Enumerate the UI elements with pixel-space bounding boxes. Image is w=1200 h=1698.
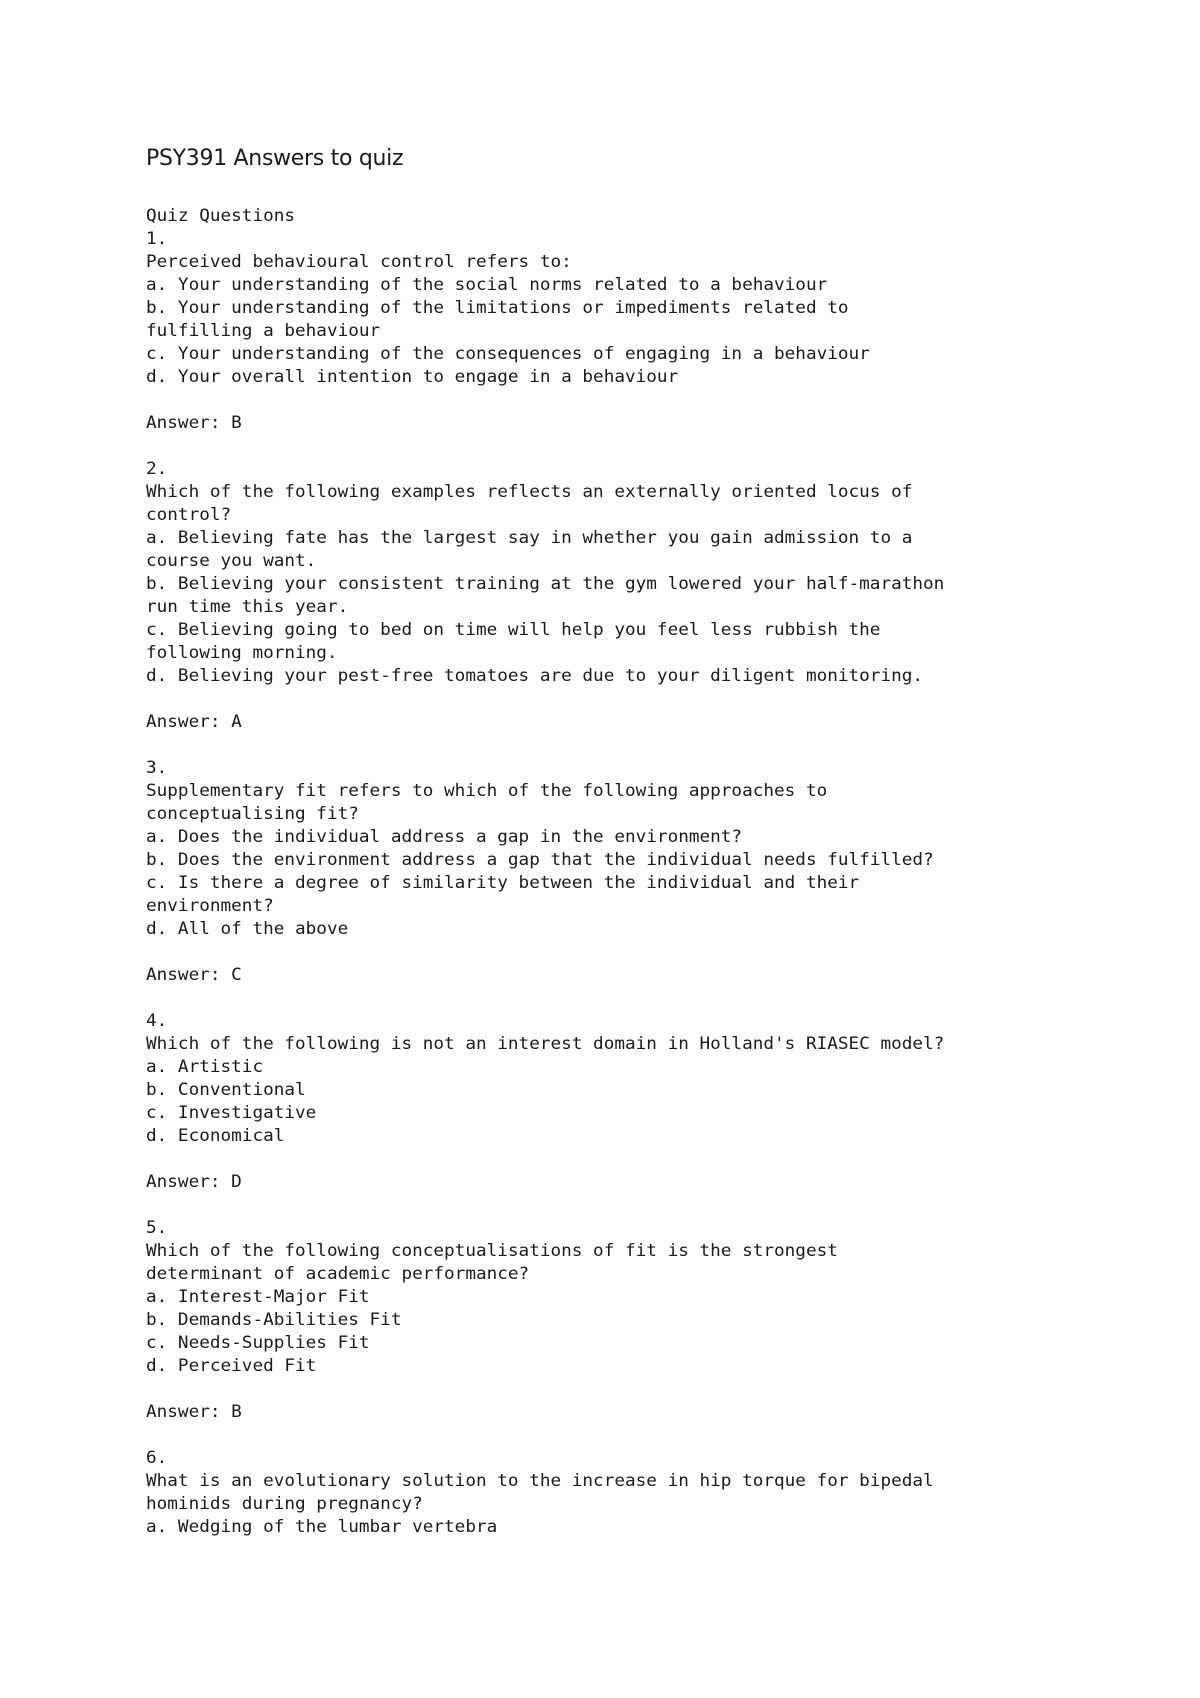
- answer-option-line: environment?: [146, 896, 274, 916]
- answer-option-line: d. Believing your pest-free tomatoes are due to your diligent monitoring.: [146, 666, 924, 686]
- answer-key: Answer: B: [146, 1402, 242, 1422]
- quiz-heading: Quiz Questions: [146, 206, 296, 226]
- answer-option: [146, 1056, 1124, 1079]
- answer-option-line: b. Conventional: [146, 1080, 306, 1100]
- answer-option-line: c. Investigative: [146, 1103, 317, 1123]
- answer-option-line: c. Needs-Supplies Fit: [146, 1333, 370, 1353]
- question-list: [146, 228, 1124, 1539]
- answer-option-line: d. Perceived Fit: [146, 1356, 317, 1376]
- answer-option-line: a. Believing fate has the largest say in whether you gain admission to a: [146, 528, 913, 548]
- question-number: 4.: [146, 1011, 168, 1031]
- question-stem: hominids during pregnancy?: [146, 1494, 423, 1514]
- answer-option: [146, 1355, 1124, 1378]
- blank-line: [146, 389, 1124, 412]
- answer-option-line: b. Your understanding of the limitations or impediments related to: [146, 298, 849, 318]
- answer-option-line: b. Believing your consistent training at the gym lowered your half-marathon: [146, 574, 945, 594]
- answer-key: Answer: D: [146, 1172, 242, 1192]
- blank-line: [146, 1378, 1124, 1401]
- answer-option: [146, 1516, 1124, 1539]
- question-stem: Which of the following conceptualisations of fit is the strongest: [146, 1241, 838, 1261]
- answer-key: Answer: C: [146, 965, 242, 985]
- answer-option: [146, 1079, 1124, 1102]
- question-block: [146, 458, 1124, 757]
- answer-option: [146, 849, 1124, 872]
- answer-option: [146, 1332, 1124, 1355]
- answer-option: [146, 665, 1124, 688]
- answer-option-line: c. Believing going to bed on time will help you feel less rubbish the: [146, 620, 881, 640]
- question-block: [146, 228, 1124, 458]
- answer-option: [146, 619, 1124, 665]
- blank-line: [146, 1148, 1124, 1171]
- answer-option: [146, 872, 1124, 918]
- blank-line: [146, 941, 1124, 964]
- document-title: PSY391 Answers to quiz: [146, 146, 404, 171]
- answer-option-line: course you want.: [146, 551, 317, 571]
- answer-option-line: a. Artistic: [146, 1057, 264, 1077]
- question-block: [146, 1447, 1124, 1539]
- question-number: 2.: [146, 459, 168, 479]
- question-number: 3.: [146, 758, 168, 778]
- answer-option: [146, 343, 1124, 366]
- question-number: 6.: [146, 1448, 168, 1468]
- answer-option-line: a. Wedging of the lumbar vertebra: [146, 1517, 498, 1537]
- answer-option-line: d. Economical: [146, 1126, 285, 1146]
- answer-option-line: a. Your understanding of the social norms related to a behaviour: [146, 275, 828, 295]
- blank-line: [146, 987, 1124, 1010]
- blank-line: [146, 734, 1124, 757]
- answer-option-line: d. All of the above: [146, 919, 349, 939]
- question-stem: control?: [146, 505, 232, 525]
- answer-option-line: a. Does the individual address a gap in the environment?: [146, 827, 743, 847]
- question-block: [146, 1217, 1124, 1447]
- answer-option: [146, 274, 1124, 297]
- answer-option-line: c. Your understanding of the consequences of engaging in a behaviour: [146, 344, 870, 364]
- answer-key: Answer: B: [146, 413, 242, 433]
- answer-option: [146, 826, 1124, 849]
- question-number: 5.: [146, 1218, 168, 1238]
- question-stem: Perceived behavioural control refers to:: [146, 252, 572, 272]
- answer-option-line: a. Interest-Major Fit: [146, 1287, 370, 1307]
- answer-option-line: b. Does the environment address a gap that the individual needs fulfilled?: [146, 850, 934, 870]
- question-stem: What is an evolutionary solution to the increase in hip torque for bipedal: [146, 1471, 934, 1491]
- question-number: 1.: [146, 229, 168, 249]
- answer-option-line: b. Demands-Abilities Fit: [146, 1310, 402, 1330]
- blank-line: [146, 1424, 1124, 1447]
- answer-option: [146, 918, 1124, 941]
- answer-option: [146, 1125, 1124, 1148]
- answer-option-line: fulfilling a behaviour: [146, 321, 381, 341]
- answer-option: [146, 297, 1124, 343]
- question-block: [146, 757, 1124, 1010]
- answer-option: [146, 1102, 1124, 1125]
- answer-option: [146, 527, 1124, 573]
- question-stem: determinant of academic performance?: [146, 1264, 530, 1284]
- answer-option-line: d. Your overall intention to engage in a behaviour: [146, 367, 679, 387]
- answer-option: [146, 1309, 1124, 1332]
- question-stem: conceptualising fit?: [146, 804, 359, 824]
- blank-line: [146, 1194, 1124, 1217]
- question-stem: Which of the following is not an interest domain in Holland's RIASEC model?: [146, 1034, 945, 1054]
- blank-line: [146, 435, 1124, 458]
- question-block: [146, 1010, 1124, 1217]
- answer-option-line: following morning.: [146, 643, 338, 663]
- question-stem: Supplementary fit refers to which of the following approaches to: [146, 781, 828, 801]
- answer-option: [146, 1286, 1124, 1309]
- answer-key: Answer: A: [146, 712, 242, 732]
- quiz-body: [146, 205, 1124, 1539]
- answer-option-line: c. Is there a degree of similarity between the individual and their: [146, 873, 860, 893]
- answer-option-line: run time this year.: [146, 597, 349, 617]
- blank-line: [146, 688, 1124, 711]
- question-stem: Which of the following examples reflects an externally oriented locus of: [146, 482, 913, 502]
- answer-option: [146, 366, 1124, 389]
- answer-option: [146, 573, 1124, 619]
